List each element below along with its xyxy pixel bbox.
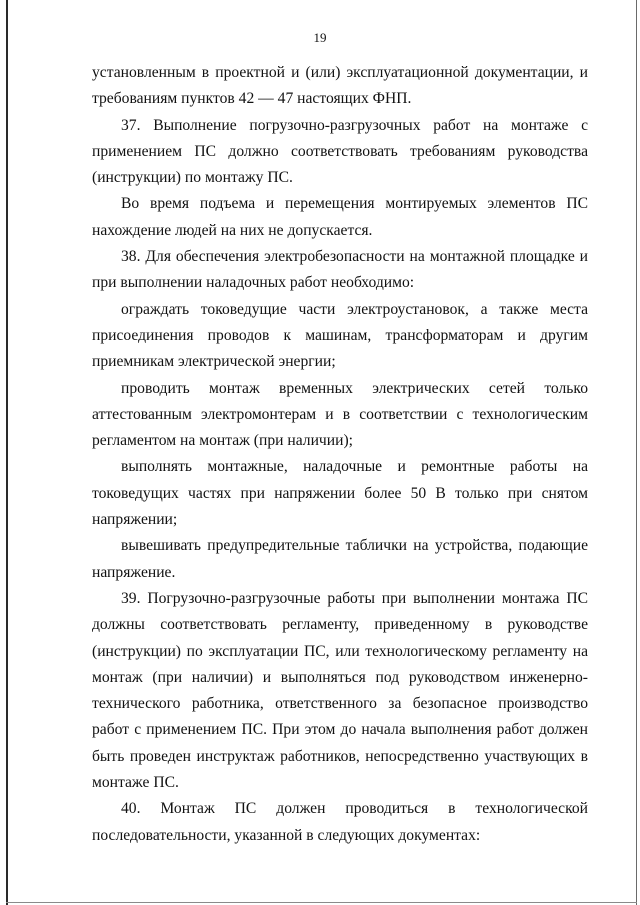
scan-bottom-edge: [6, 902, 637, 903]
paragraph-item-37: 37. Выполнение погрузочно-разгрузочных работ на монтаже с применением ПС должно соответствовать требованиям руководства (инструкции) по монтажу ПС.: [92, 116, 588, 187]
scan-left-edge: [6, 0, 8, 905]
paragraph-warning-signs: вывешивать предупредительные таблички на устройства, подающие напряжение.: [92, 537, 588, 581]
scan-right-edge: [636, 0, 637, 905]
paragraph-item-40: 40. Монтаж ПС должен проводиться в технологической последовательности, указанной в следующих документах:: [92, 800, 588, 844]
paragraph-live-parts: выполнять монтажные, наладочные и ремонтные работы на токоведущих частях при напряжении более 50 В только при снятом напряжении;: [92, 458, 588, 529]
paragraph-item-38: 38. Для обеспечения электробезопасности на монтажной площадке и при выполнении наладочных работ необходимо:: [92, 248, 588, 292]
paragraph-item-39: 39. Погрузочно-разгрузочные работы при выполнении монтажа ПС должны соответствовать регламенту, приведенному в руководстве (инструкции) по эксплуатации ПС, или технологическому регламенту на монтаж (при наличии) и выполняться под руководством инженерно-технического работника, ответственного за безопасное производство работ с применением ПС. При этом до начала выполнения работ должен быть проведен инструктаж работников, непосредственно участвующих в монтаже ПС.: [92, 589, 588, 792]
page-number: 19: [313, 30, 327, 45]
document-body: [92, 60, 588, 849]
paragraph-fencing: ограждать токоведущие части электроустановок, а также места присоединения проводов к машинам, трансформаторам и другим приемникам электрической энергии;: [92, 300, 588, 371]
paragraph-lifting-rule: Во время подъема и перемещения монтируемых элементов ПС нахождение людей на них не допускается.: [92, 195, 588, 239]
paragraph-temporary-networks: проводить монтаж временных электрических сетей только аттестованным электромонтерам и в соответствии с технологическим регламентом на монтаж (при наличии);: [92, 379, 588, 450]
paragraph-continuation: установленным в проектной и (или) эксплуатационной документации, и требованиям пунктов 42 — 47 настоящих ФНП.: [92, 64, 588, 108]
